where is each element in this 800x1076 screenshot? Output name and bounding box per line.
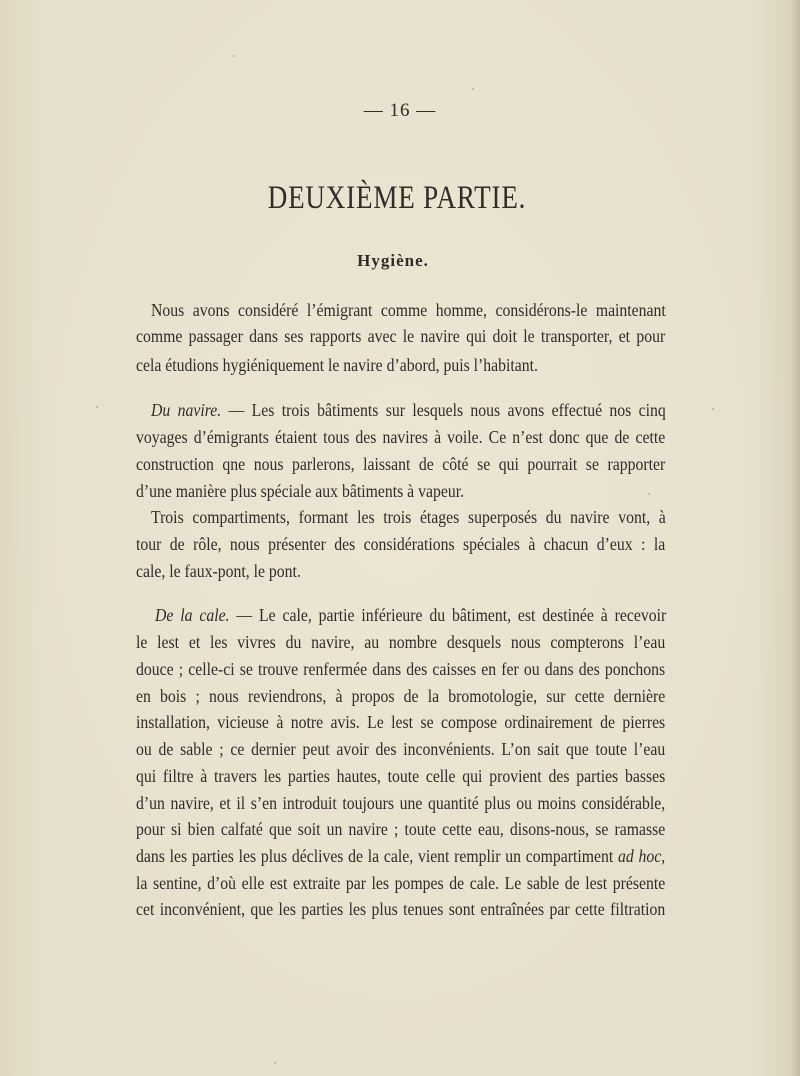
italic-heading: De la cale. (155, 605, 230, 625)
text-line: cale, le faux-pont, le pont. (136, 561, 301, 581)
text-line: Trois compartiments, formant les trois étages superposés du navire vont, à (151, 507, 666, 527)
text-line: d’une manière plus spéciale aux bâtiments à vapeur. (136, 481, 465, 501)
text-line: cela étudions hygiéniquement le navire d’abord, puis l’habitant. (136, 355, 538, 375)
text-line: la sentine, d’où elle est extraite par les pompes de cale. Le sable de lest présente (136, 873, 666, 893)
text-line: douce ; celle-ci se trouve renfermée dans des caisses en fer ou dans des ponchons (136, 659, 666, 679)
page-edge-shadow (790, 0, 800, 1076)
paper-speck (712, 408, 714, 410)
text-line: le lest et les vivres du navire, au nombre desquels nous compterons l’eau (136, 632, 666, 652)
part-title: DEUXIÈME PARTIE. (267, 180, 527, 216)
paper-speck (96, 406, 98, 408)
italic-term: ad hoc, (618, 846, 666, 866)
paper-speck (274, 1062, 276, 1064)
text-line: construction qne nous parlerons, laissant de côté se qui pourrait se rapporter (136, 454, 666, 474)
text-line: en bois ; nous reviendrons, à propos de la bromotologie, sur cette dernière (136, 686, 666, 706)
text-line: tour de rôle, nous présenter des considérations spéciales à chacun d’eux : la (136, 534, 666, 554)
text-line: dans les parties les plus déclives de la cale, vient remplir un compartiment ad hoc, (136, 846, 666, 866)
text-line: pour si bien calfaté que soit un navire ; toute cette eau, disons-nous, se ramasse (136, 819, 666, 839)
text-line: d’un navire, et il s’en introduit toujours une quantité plus ou moins considérable, (136, 793, 666, 813)
text-line: installation, vicieuse à notre avis. Le lest se compose ordinairement de pierres (136, 712, 666, 732)
text-line: voyages d’émigrants étaient tous des navires à voile. Ce n’est donc que de cette (136, 427, 666, 447)
text-line: comme passager dans ses rapports avec le navire qui doit le transporter, et pour (136, 326, 666, 346)
italic-heading: Du navire. (151, 400, 222, 420)
text-line: Nous avons considéré l’émigrant comme homme, considérons-le maintenant (151, 300, 666, 320)
text-line: De la cale. — Le cale, partie inférieure du bâtiment, est destinée à recevoir (155, 605, 667, 625)
paper-speck (648, 493, 650, 495)
text-line: Du navire. — Les trois bâtiments sur lesquels nous avons effectué nos cinq (151, 400, 666, 420)
page-number: — 16 — (363, 100, 437, 121)
section-title: Hygiène. (357, 251, 429, 270)
paper-speck (472, 88, 474, 90)
paper-speck (233, 55, 235, 57)
text-line: ou de sable ; ce dernier peut avoir des inconvénients. L’on sait que toute l’eau (136, 739, 666, 759)
text-line: qui filtre à travers les parties hautes, toute celle qui provient des parties basses (136, 766, 666, 786)
text-line: cet inconvénient, que les parties les plus tenues sont entraînées par cette filtration (136, 899, 666, 919)
